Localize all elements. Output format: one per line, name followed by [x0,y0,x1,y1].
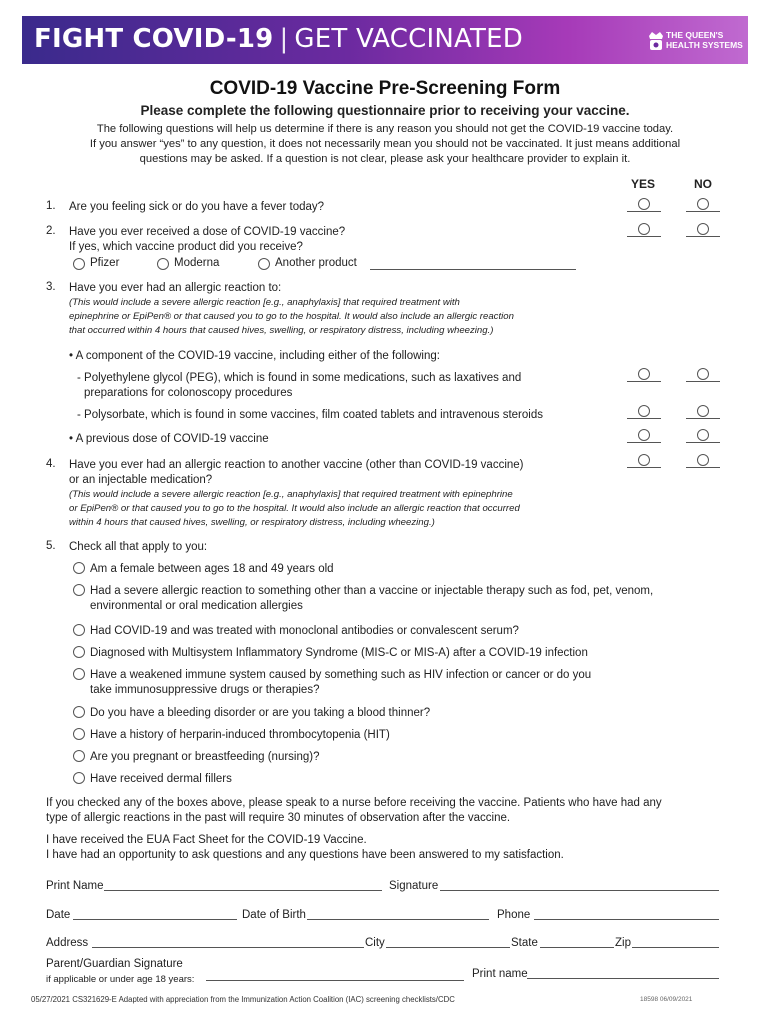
signature-label: Signature [389,880,439,892]
q4-no-option[interactable] [686,453,720,468]
address-field[interactable] [92,947,364,948]
q4-note [69,488,520,530]
q2-line-2: If yes, which vaccine product did you receive? [69,241,303,253]
guardian-signature-field[interactable] [206,980,464,981]
q3-number: 3. [46,281,56,293]
intro-line-1: The following questions will help us determine if there is any reason you should not get the COVID-19 vaccine today. [96,123,674,135]
q4-note-line-3: within 4 hours that caused hives, swelling, or respiratory distress, including wheezing.) [69,517,435,528]
check-6-text [90,706,430,721]
print-name-label: Print Name [46,880,104,892]
q5-number: 5. [46,540,56,552]
closing-p1-line-1: If you checked any of the boxes above, please speak to a nurse before receiving the vaccine. Patients who have had any [46,797,662,809]
q2-another-radio[interactable] [258,258,270,270]
state-field[interactable] [540,947,614,948]
q3-b-yes-option[interactable] [627,428,661,443]
check-1-line-1: Am a female between ages 18 and 49 years old [90,563,334,575]
check-2-text [90,584,653,614]
q1-text: Are you feeling sick or do you have a fever today? [69,201,325,213]
guardian-label-line-2: if applicable or under age 18 years: [46,974,195,985]
check-2-line-2: environmental or oral medication allergies [90,600,303,612]
q2-moderna-label: Moderna [174,257,220,269]
q3-a1-no-option[interactable] [686,367,720,382]
q4-line-1: Have you ever had an allergic reaction to another vaccine (other than COVID-19 vaccine) [69,459,524,471]
check-6-line-1: Do you have a bleeding disorder or are you taking a blood thinner? [90,707,431,719]
address-label: Address [46,937,89,949]
q4-note-line-1: (This would include a severe allergic reaction [e.g., anaphylaxis] that required treatment with epinephrine [69,489,513,500]
check-7-line-1: Have a history of herparin-induced thrombocytopenia (HIT) [90,729,390,741]
footer-form-code: 18598 06/09/2021 [640,996,693,1003]
zip-field[interactable] [632,947,719,948]
check-9-line-1: Have received dermal fillers [90,773,232,785]
q3-a1-line-1: - Polyethylene glycol (PEG), which is found in some medications, such as laxatives and [77,372,522,384]
date-field[interactable] [73,919,237,920]
check-5-text [90,668,591,698]
q2-no-radio[interactable] [697,223,709,235]
q3-a2-text: - Polysorbate, which is found in some vaccines, film coated tablets and intravenous steroids [77,409,543,421]
q3-a2-no-option[interactable] [686,404,720,419]
guardian-print-name-label: Print name [472,968,528,980]
q2-pfizer-radio[interactable] [73,258,85,270]
banner-fight-text: FIGHT COVID-19 [34,24,274,54]
q3-note-line-3: that occurred within 4 hours that caused hives, swelling, or respiratory distress, including wheezing.) [69,325,494,336]
guardian-label [46,957,194,987]
city-label: City [365,937,385,949]
q4-number: 4. [46,458,56,470]
logo-line-2: HEALTH SYSTEMS [666,40,743,50]
check-3-text [90,624,519,639]
intro-line-3: questions may be asked. If a question is not clear, please ask your healthcare provider to explain it. [139,153,631,165]
banner-title [34,24,523,54]
phone-label: Phone [497,909,531,921]
date-label: Date [46,909,71,921]
check-3-radio[interactable] [73,624,85,636]
footer-citation: 05/27/2021 CS321629-E Adapted with appreciation from the Immunization Action Coalition (IAC) screening checklists/CDC [31,995,455,1004]
q2-pfizer-label: Pfizer [90,257,120,269]
q1-no-radio[interactable] [697,198,709,210]
check-1-text [90,562,334,577]
q3-b-no-radio[interactable] [697,429,709,441]
dob-label: Date of Birth [242,909,306,921]
q4-no-radio[interactable] [697,454,709,466]
banner-get-text: GET VACCINATED [294,24,523,54]
q2-another-product-line[interactable] [370,269,576,270]
q1-number: 1. [46,200,56,212]
q3-a-text: • A component of the COVID-19 vaccine, including either of the following: [69,350,440,362]
q1-yes-option[interactable] [627,197,661,212]
q3-a2-no-radio[interactable] [697,405,709,417]
q3-note-line-1: (This would include a severe allergic reaction [e.g., anaphylaxis] that required treatment with [69,297,460,308]
q2-another-label: Another product [275,257,357,269]
form-subtitle: Please complete the following questionnaire prior to receiving your vaccine. [140,103,630,118]
check-5-line-2: take immunosuppressive drugs or therapies? [90,684,320,696]
q3-a1-text [77,371,521,401]
q4-note-line-2: or EpiPen® or that caused you to go to the hospital. It would also include an allergic reaction that occurred [69,503,520,514]
print-name-field[interactable] [104,890,382,891]
crown-logo-icon [646,28,666,52]
guardian-label-line-1: Parent/Guardian Signature [46,958,183,970]
logo-text [666,30,748,50]
banner-separator: | [279,24,289,54]
check-4-line-1: Diagnosed with Multisystem Inflammatory Syndrome (MIS-C or MIS-A) after a COVID-19 infection [90,647,588,659]
closing-p1-line-2: type of allergic reactions in the past will require 30 minutes of observation after the vaccine. [46,812,511,824]
q2-number: 2. [46,225,56,237]
intro-text [40,122,730,167]
closing-p2-line-1: I have received the EUA Fact Sheet for the COVID-19 Vaccine. [46,834,367,846]
city-field[interactable] [386,947,510,948]
check-4-radio[interactable] [73,646,85,658]
q3-a1-yes-option[interactable] [627,367,661,382]
q3-a2-yes-option[interactable] [627,404,661,419]
check-8-radio[interactable] [73,750,85,762]
header-banner [22,16,748,64]
intro-line-2: If you answer “yes” to any question, it does not necessarily mean you should not be vaccinated. It just means additional [89,138,681,150]
check-9-radio[interactable] [73,772,85,784]
q4-text [69,458,524,488]
q3-text: Have you ever had an allergic reaction to: [69,282,282,294]
q4-line-2: or an injectable medication? [69,474,213,486]
check-8-line-1: Are you pregnant or breastfeeding (nursing)? [90,751,320,763]
form-title: COVID-19 Vaccine Pre-Screening Form [209,78,561,99]
check-3-line-1: Had COVID-19 and was treated with monoclonal antibodies or convalescent serum? [90,625,519,637]
q3-a2-yes-radio[interactable] [638,405,650,417]
check-5-radio[interactable] [73,668,85,680]
q4-yes-radio[interactable] [638,454,650,466]
check-6-radio[interactable] [73,706,85,718]
q3-a1-no-radio[interactable] [697,368,709,380]
check-5-line-1: Have a weakened immune system caused by something such as HIV infection or cancer or do you [90,669,592,681]
q3-b-no-option[interactable] [686,428,720,443]
q3-b-text: • A previous dose of COVID-19 vaccine [69,433,269,445]
dob-field[interactable] [307,919,489,920]
check-9-text [90,772,232,787]
q2-text [69,225,345,255]
check-8-text [90,750,320,765]
check-4-text [90,646,588,661]
q3-note [69,296,514,338]
phone-field[interactable] [534,919,719,920]
guardian-print-name-field[interactable] [527,978,719,979]
closing-p2-line-2: I have had an opportunity to ask questions and any questions have been answered to my satisfaction. [46,849,564,861]
closing-paragraph-1 [46,796,736,826]
signature-field[interactable] [440,890,719,891]
logo-line-1: THE QUEEN'S [666,30,724,40]
check-1-radio[interactable] [73,562,85,574]
q2-no-option[interactable] [686,222,720,237]
closing-paragraph-2 [46,833,736,863]
check-7-text [90,728,390,743]
no-column-header: NO [694,177,712,191]
check-2-line-1: Had a severe allergic reaction to something other than a vaccine or injectable therapy such as fod, pet, venom, [90,585,654,597]
q5-text: Check all that apply to you: [69,541,208,553]
yes-column-header: YES [631,177,656,191]
zip-label: Zip [615,937,631,949]
q3-b-yes-radio[interactable] [638,429,650,441]
q1-yes-radio[interactable] [638,198,650,210]
check-7-radio[interactable] [73,728,85,740]
q2-yes-option[interactable] [627,222,661,237]
q2-yes-radio[interactable] [638,223,650,235]
q4-yes-option[interactable] [627,453,661,468]
q3-a1-yes-radio[interactable] [638,368,650,380]
check-2-radio[interactable] [73,584,85,596]
q1-no-option[interactable] [686,197,720,212]
q2-line-1: Have you ever received a dose of COVID-19 vaccine? [69,226,346,238]
q3-a1-line-2: preparations for colonoscopy procedures [84,387,293,399]
q3-note-line-2: epinephrine or EpiPen® or that caused you to go to the hospital. It would also include an allergic reaction [69,311,514,322]
state-label: State [511,937,538,949]
q2-moderna-radio[interactable] [157,258,169,270]
